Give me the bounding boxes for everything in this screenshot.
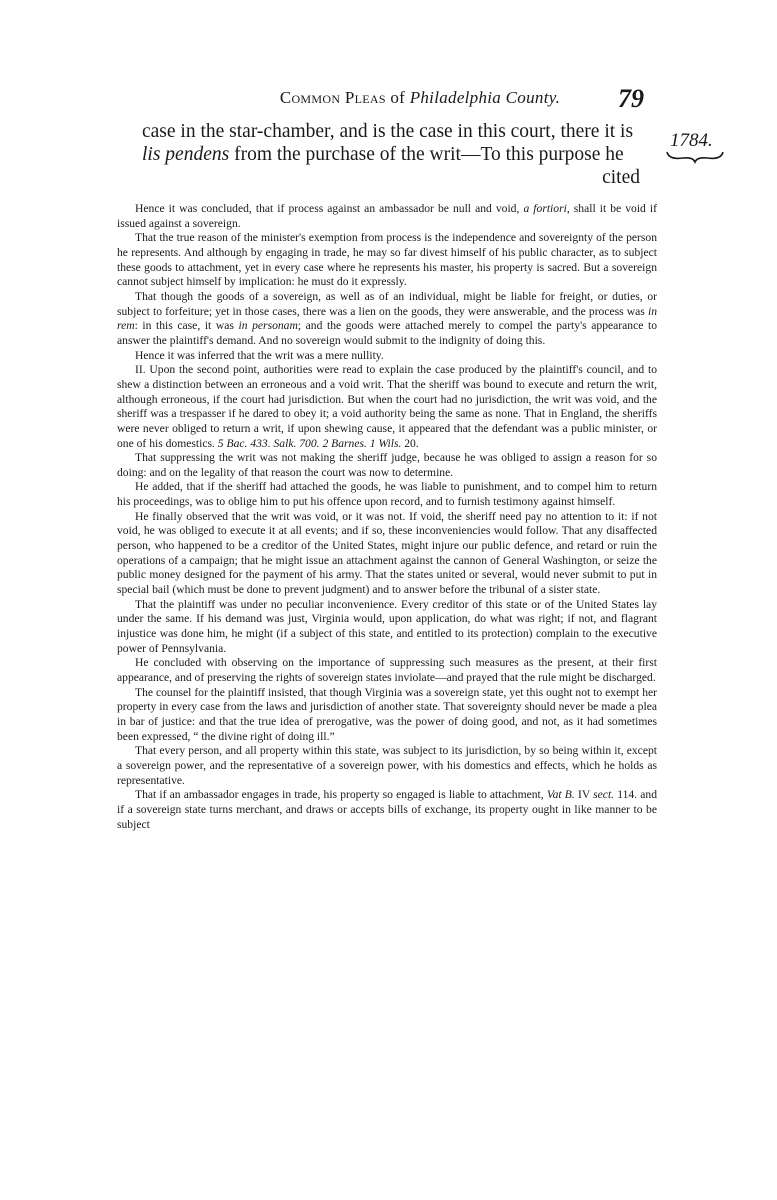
italic-text: sect.: [593, 788, 615, 802]
text-run: : in this case, it was: [134, 319, 239, 333]
text-run: That if an ambassador engages in trade, his property so engaged is liable to attachment,: [135, 788, 547, 802]
intro-text: [142, 120, 640, 189]
text-run: That suppressing the writ was not making the sheriff judge, because he was obliged to assign a reason for so doing: and on the legality of that reason the court was now to determine.: [117, 451, 657, 479]
text-run: IV: [574, 788, 594, 802]
running-head-of: of: [390, 88, 406, 107]
text-run: That the plaintiff was under no peculiar inconvenience. Every creditor of this state or of the United States lay under the same. If his demand was just, Virginia would, upon application, do what was right; if not, and flagrant injustice was done him, he might (if a subject of this state, and entitled to its protection) complain to the executive power of Pennsylvania.: [117, 597, 657, 655]
text-run: That the true reason of the minister's exemption from process is the independence and sovereignty of the person he represents. And although by engaging in trade, he may so far divest himself of his public character, as to subject these goods to attachment, yet in every case where he represents his master, his property is sacred. But a sovereign cannot subject himself by implication: he must do it expressly.: [117, 231, 657, 289]
body-paragraph: [117, 686, 657, 745]
running-head: [180, 88, 660, 108]
margin-year: 1784.: [670, 130, 713, 151]
body-paragraph: [117, 744, 657, 788]
body-paragraph: [117, 349, 657, 364]
text-run: He concluded with observing on the importance of suppressing such measures as the present, at their first appearance, and of preserving the rights of sovereign states inviolate—and prayed that the rule might be discharged.: [117, 656, 657, 684]
body-paragraph: [117, 290, 657, 349]
italic-text: 5 Bac. 433. Salk. 700. 2 Barnes. 1 Wils.: [217, 436, 402, 450]
text-run: Hence it was inferred that the writ was a mere nullity.: [135, 348, 384, 362]
text-run: That though the goods of a sovereign, as well as of an individual, might be liable for freight, or duties, or subject to forfeiture; yet in those cases, there was a lien on the goods, they were answerable, and the process was: [117, 289, 657, 318]
text-run: ; and the goods were attached merely to compel the party's appearance to answer the plaintiff's demand. And no sovereign would submit to the indignity of doing this.: [117, 319, 658, 347]
text-run: 20.: [401, 436, 419, 450]
text-run: Hence it was concluded, that if process against an ambassador be null and void,: [135, 202, 524, 215]
intro-line-2: [142, 143, 640, 166]
text-run: , shall it be void if issued against a sovereign.: [117, 202, 657, 230]
text-run: He finally observed that the writ was void, or it was not. If void, the sheriff need pay no attention to it: if not void, he was obliged to execute it at all events; and if so, these inconveniencies would follow. That any disaffected person, who happened to be a creditor of the United States, might injure our public defence, and retard or ruin the operations of a campaign; that he might issue an attachment against the cannon of General Washington, or seize the public money designed for the payment of his army. That the states united or several, would never submit to put in special bail (which must be done to prevent judgment) and to answer before the tribunal of a sister state.: [117, 509, 657, 597]
margin-brace-ornament: [665, 148, 725, 164]
intro-line-2-rest: from the purchase of the writ—To this purpose he: [229, 144, 624, 165]
italic-text: in rem: [117, 304, 657, 333]
body-paragraph: [117, 598, 657, 657]
body-paragraph: [117, 510, 657, 598]
running-head-court: Common Pleas: [279, 88, 386, 107]
body-paragraph: [117, 363, 657, 451]
italic-text: Vat B.: [546, 788, 575, 802]
italic-text: a fortiori: [523, 202, 567, 215]
body-paragraph: [117, 231, 657, 290]
text-run: That every person, and all property within this state, was subject to its jurisdiction, by so being within it, except a sovereign power, and the representative of a sovereign power, with his domestics and effects, which he holds as representative.: [117, 744, 657, 787]
text-run: 114. and if a sovereign state turns merchant, and draws or accepts bills of exchange, its property ought in like manner to be subject: [117, 788, 657, 831]
intro-line-1: case in the star-chamber, and is the case in this court, there it is: [142, 121, 634, 142]
lis-pendens: lis pendens: [142, 144, 230, 165]
body-paragraph: [117, 480, 657, 509]
page-number: 79: [618, 84, 644, 113]
intro-line-3: cited: [602, 167, 640, 188]
text-run: The counsel for the plaintiff insisted, that though Virginia was a sovereign state, yet this ought not to exempt her property in every case from the laws and jurisdiction of another state. That sovereignty should never be made a plea in bar of justice: and that the true idea of prerogative, was the power of doing good, and not, as it had sometimes been expressed, “ the divine right of doing ill.”: [117, 685, 657, 743]
italic-text: in personam: [238, 319, 298, 333]
body-paragraph: [117, 202, 657, 231]
running-head-county: Philadelphia County.: [409, 88, 561, 107]
body-text: [117, 202, 657, 832]
body-paragraph: [117, 656, 657, 685]
text-run: II. Upon the second point, authorities were read to explain the case produced by the plaintiff's council, and to shew a distinction between an erroneous and a void writ. That the sheriff was bound to execute and return the writ, although erroneous, if the court had jurisdiction. But when the court had no jurisdiction, the writ was void, and the sheriff was a trespasser if he dared to obey it; a void authority being the same as none. That in England, the sheriffs were never obliged to return a writ, if upon shewing cause, it appeared that the defendant was a public minister, or one of his domestics.: [117, 363, 657, 450]
body-paragraph: [117, 451, 657, 480]
body-paragraph: [117, 788, 657, 832]
text-run: He added, that if the sheriff had attached the goods, he was liable to punishment, and to compel him to return his proceedings, was to oblige him to put his offence upon record, and to furnish testimony against himself.: [117, 480, 657, 509]
